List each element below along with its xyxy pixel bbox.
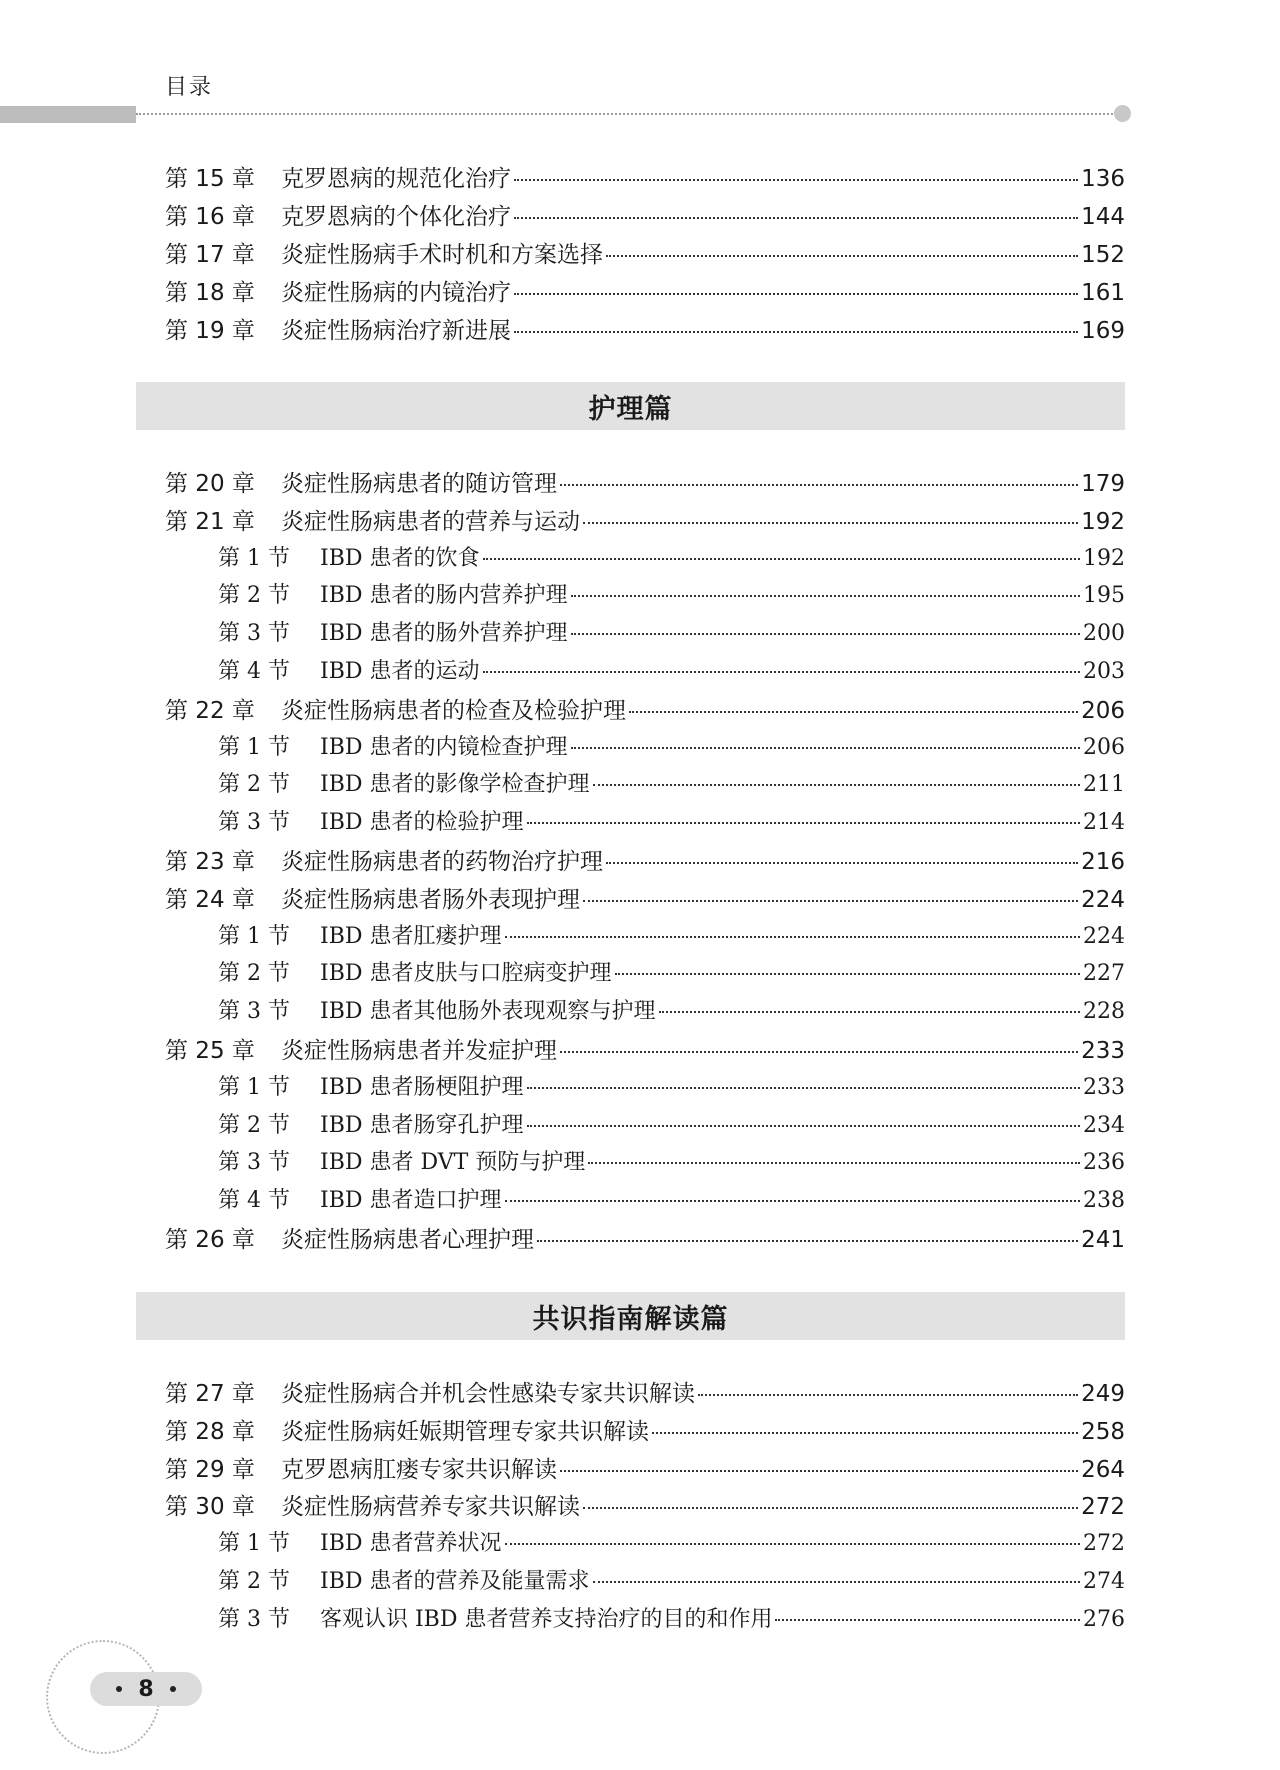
- toc-entry-title: 炎症性肠病患者的随访管理: [281, 471, 557, 497]
- toc-entry-title: 炎症性肠病妊娠期管理专家共识解读: [281, 1418, 649, 1445]
- toc-dot-leader: [606, 255, 1078, 257]
- toc-entry-page: 206: [1083, 734, 1125, 760]
- toc-entry-page: 152: [1081, 242, 1125, 268]
- toc-entry-page: 272: [1083, 1531, 1125, 1557]
- toc-entry-number: 第 27 章: [165, 1381, 255, 1407]
- toc-chapter-entry: [165, 692, 1125, 725]
- toc-entry-number: 第 26 章: [165, 1227, 255, 1253]
- toc-entry-page: 241: [1081, 1227, 1125, 1253]
- toc-entry-title: IBD 患者其他肠外表现观察与护理: [320, 999, 656, 1025]
- toc-entry-page: 216: [1081, 849, 1125, 875]
- toc-entry-number: 第 29 章: [165, 1456, 255, 1483]
- toc-section-entry: [218, 919, 1125, 950]
- toc-section-entry: [218, 730, 1125, 761]
- toc-entry-number: 第 1 节: [218, 1531, 290, 1557]
- toc-entry-number: 第 30 章: [165, 1494, 255, 1521]
- toc-section-entry: [218, 956, 1125, 987]
- toc-chapter-entry: [165, 465, 1125, 498]
- toc-entry-number: 第 4 节: [218, 659, 290, 684]
- toc-entry-title: 炎症性肠病患者并发症护理: [281, 1038, 557, 1064]
- toc-chapter-entry: [165, 1488, 1125, 1521]
- toc-entry-page: 161: [1081, 280, 1125, 306]
- part-banner-nursing: 护理篇: [136, 382, 1125, 430]
- toc-entry-page: 233: [1083, 1074, 1125, 1100]
- toc-dot-leader: [505, 1543, 1081, 1545]
- toc-section-entry: [218, 1526, 1125, 1557]
- toc-chapter-entry: [165, 160, 1125, 193]
- toc-dot-leader: [505, 936, 1081, 938]
- toc-chapter-entry: [165, 198, 1125, 231]
- toc-dot-leader: [514, 331, 1078, 333]
- toc-entry-page: 206: [1081, 697, 1125, 724]
- toc-section-entry: [218, 616, 1125, 647]
- toc-entry-number: 第 2 节: [218, 1112, 290, 1138]
- toc-dot-leader: [698, 1394, 1078, 1396]
- toc-entry-page: 136: [1081, 166, 1125, 192]
- toc-dot-leader: [514, 179, 1078, 181]
- toc-entry-page: 258: [1081, 1418, 1125, 1445]
- toc-entry-title: IBD 患者肠梗阻护理: [320, 1074, 524, 1100]
- toc-entry-title: 克罗恩病肛瘘专家共识解读: [281, 1456, 557, 1483]
- toc-entry-page: 211: [1083, 772, 1125, 798]
- toc-dot-leader: [571, 747, 1081, 749]
- toc-entry-page: 169: [1081, 318, 1125, 344]
- toc-entry-title: IBD 患者肠穿孔护理: [320, 1112, 524, 1138]
- toc-entry-number: 第 16 章: [165, 204, 255, 230]
- toc-entry-title: 炎症性肠病患者的检查及检验护理: [281, 697, 626, 724]
- toc-dot-leader: [583, 1507, 1078, 1509]
- toc-entry-page: 234: [1083, 1112, 1125, 1138]
- toc-entry-title: 炎症性肠病患者的营养与运动: [281, 508, 580, 535]
- toc-entry-number: 第 24 章: [165, 886, 255, 913]
- toc-section-entry: [218, 1564, 1125, 1595]
- toc-dot-leader: [629, 711, 1078, 713]
- toc-entry-number: 第 3 节: [218, 810, 290, 836]
- toc-dot-leader: [483, 671, 1081, 673]
- toc-entry-number: 第 1 节: [218, 923, 290, 949]
- toc-dot-leader: [527, 1087, 1081, 1089]
- toc-entry-number: 第 1 节: [218, 545, 290, 571]
- toc-dot-leader: [606, 862, 1078, 864]
- dot-icon: [116, 1686, 122, 1692]
- toc-chapter-entry: [165, 236, 1125, 269]
- toc-chapter-entry: [165, 881, 1125, 914]
- toc-chapter-entry: [165, 1221, 1125, 1254]
- toc-entry-title: 炎症性肠病手术时机和方案选择: [281, 242, 603, 268]
- toc-entry-number: 第 20 章: [165, 471, 255, 497]
- toc-entry-number: 第 4 节: [218, 1188, 290, 1214]
- toc-entry-number: 第 2 节: [218, 583, 290, 609]
- toc-section-entry: [218, 805, 1125, 836]
- toc-dot-leader: [560, 484, 1078, 486]
- toc-entry-number: 第 2 节: [218, 1569, 290, 1594]
- dot-icon: [170, 1686, 176, 1692]
- toc-section-entry: [218, 994, 1125, 1025]
- toc-chapter-entry: [165, 843, 1125, 876]
- toc-entry-number: 第 3 节: [218, 621, 290, 647]
- toc-dot-leader: [652, 1432, 1078, 1434]
- toc-entry-title: 克罗恩病的个体化治疗: [281, 204, 511, 230]
- toc-section-entry: [218, 1145, 1125, 1176]
- toc-entry-title: IBD 患者的运动: [320, 659, 480, 684]
- toc-section-entry: [218, 541, 1125, 572]
- toc-entry-number: 第 25 章: [165, 1038, 255, 1064]
- toc-entry-title: IBD 患者肛瘘护理: [320, 923, 502, 949]
- toc-entry-title: IBD 患者 DVT 预防与护理: [320, 1150, 586, 1176]
- toc-entry-number: 第 3 节: [218, 1150, 290, 1176]
- toc-entry-page: 274: [1083, 1569, 1125, 1594]
- toc-dot-leader: [775, 1619, 1080, 1621]
- toc-entry-page: 272: [1081, 1494, 1125, 1521]
- toc-entry-title: 炎症性肠病患者肠外表现护理: [281, 886, 580, 913]
- toc-section-entry: [218, 578, 1125, 609]
- toc-entry-number: 第 1 节: [218, 1074, 290, 1100]
- toc-entry-title: 炎症性肠病治疗新进展: [281, 318, 511, 344]
- toc-entry-title: IBD 患者造口护理: [320, 1188, 502, 1214]
- toc-dot-leader: [505, 1200, 1081, 1202]
- toc-entry-title: 客观认识 IBD 患者营养支持治疗的目的和作用: [320, 1606, 773, 1632]
- toc-section-entry: [218, 1183, 1125, 1214]
- toc-chapter-entry: [165, 274, 1125, 307]
- toc-dot-leader: [583, 900, 1078, 902]
- toc-entry-page: 144: [1081, 204, 1125, 230]
- page-number-badge: [90, 1672, 202, 1706]
- toc-entry-title: 炎症性肠病患者心理护理: [281, 1227, 534, 1253]
- toc-entry-page: 228: [1083, 999, 1125, 1025]
- toc-entry-title: 克罗恩病的规范化治疗: [281, 166, 511, 192]
- toc-entry-number: 第 18 章: [165, 280, 255, 306]
- toc-entry-title: IBD 患者皮肤与口腔病变护理: [320, 961, 612, 987]
- toc-entry-page: 224: [1083, 923, 1125, 949]
- toc-section-entry: [218, 654, 1125, 685]
- toc-dot-leader: [560, 1470, 1078, 1472]
- toc-entry-title: IBD 患者的检验护理: [320, 810, 524, 836]
- toc-entry-number: 第 2 节: [218, 961, 290, 987]
- toc-section-entry: [218, 767, 1125, 798]
- toc-entry-number: 第 28 章: [165, 1418, 255, 1445]
- toc-entry-title: IBD 患者营养状况: [320, 1531, 502, 1557]
- toc-entry-page: 264: [1081, 1456, 1125, 1483]
- toc-entry-page: 249: [1081, 1381, 1125, 1407]
- toc-entry-page: 192: [1083, 545, 1125, 571]
- toc-entry-number: 第 22 章: [165, 697, 255, 724]
- toc-entry-number: 第 3 节: [218, 1606, 290, 1632]
- toc-dot-leader: [571, 595, 1081, 597]
- toc-entry-title: 炎症性肠病的内镜治疗: [281, 280, 511, 306]
- toc-dot-leader: [537, 1240, 1078, 1242]
- toc-entry-title: IBD 患者的饮食: [320, 545, 480, 571]
- toc-dot-leader: [659, 1011, 1081, 1013]
- toc-entry-number: 第 3 节: [218, 999, 290, 1025]
- toc-entry-title: IBD 患者的肠外营养护理: [320, 621, 568, 647]
- toc-entry-page: 192: [1081, 508, 1125, 535]
- toc-entry-title: 炎症性肠病营养专家共识解读: [281, 1494, 580, 1521]
- toc-entry-title: IBD 患者的内镜检查护理: [320, 734, 568, 760]
- toc-entry-title: 炎症性肠病患者的药物治疗护理: [281, 849, 603, 875]
- toc-entry-page: 233: [1081, 1038, 1125, 1064]
- toc-chapter-entry: [165, 1032, 1125, 1065]
- toc-entry-page: 195: [1083, 583, 1125, 609]
- toc-entry-number: 第 19 章: [165, 318, 255, 344]
- toc-entry-page: 214: [1083, 810, 1125, 836]
- toc-entry-page: 227: [1083, 961, 1125, 987]
- toc-entry-number: 第 17 章: [165, 242, 255, 268]
- toc-entry-page: 200: [1083, 621, 1125, 647]
- toc-chapter-entry: [165, 1413, 1125, 1446]
- toc-section-entry: [218, 1602, 1125, 1633]
- toc-section-entry: [218, 1108, 1125, 1139]
- toc-dot-leader: [588, 1162, 1080, 1164]
- toc-entry-title: IBD 患者的影像学检查护理: [320, 772, 590, 798]
- toc-dot-leader: [527, 822, 1081, 824]
- part-banner-consensus: 共识指南解读篇: [136, 1292, 1125, 1340]
- toc-entry-number: 第 2 节: [218, 772, 290, 798]
- toc-dot-leader: [514, 293, 1078, 295]
- toc-dot-leader: [560, 1051, 1078, 1053]
- toc-chapter-entry: [165, 503, 1125, 536]
- toc-entry-page: 238: [1083, 1188, 1125, 1214]
- toc-entry-page: 236: [1083, 1150, 1125, 1176]
- toc-entry-title: IBD 患者的营养及能量需求: [320, 1569, 590, 1594]
- toc-entry-number: 第 15 章: [165, 166, 255, 192]
- toc-entry-title: 炎症性肠病合并机会性感染专家共识解读: [281, 1381, 695, 1407]
- toc-dot-leader: [615, 973, 1081, 975]
- toc-entry-number: 第 23 章: [165, 849, 255, 875]
- toc-chapter-entry: [165, 1451, 1125, 1484]
- toc-dot-leader: [527, 1125, 1081, 1127]
- toc-entry-number: 第 1 节: [218, 734, 290, 760]
- toc-dot-leader: [583, 522, 1078, 524]
- page-number: 8: [138, 1676, 154, 1702]
- toc-entry-title: IBD 患者的肠内营养护理: [320, 583, 568, 609]
- toc-entry-page: 224: [1081, 886, 1125, 913]
- toc-chapter-entry: [165, 312, 1125, 345]
- toc-dot-leader: [593, 1581, 1081, 1583]
- toc-entry-page: 179: [1081, 471, 1125, 497]
- toc-dot-leader: [483, 558, 1081, 560]
- toc-dot-leader: [514, 217, 1078, 219]
- toc-entry-number: 第 21 章: [165, 508, 255, 535]
- toc-dot-leader: [593, 784, 1081, 786]
- toc-dot-leader: [571, 633, 1081, 635]
- toc-entry-page: 203: [1083, 659, 1125, 684]
- toc-entry-page: 276: [1083, 1606, 1125, 1632]
- toc-chapter-entry: [165, 1375, 1125, 1408]
- header-title: 目录: [165, 75, 214, 100]
- toc-section-entry: [218, 1070, 1125, 1101]
